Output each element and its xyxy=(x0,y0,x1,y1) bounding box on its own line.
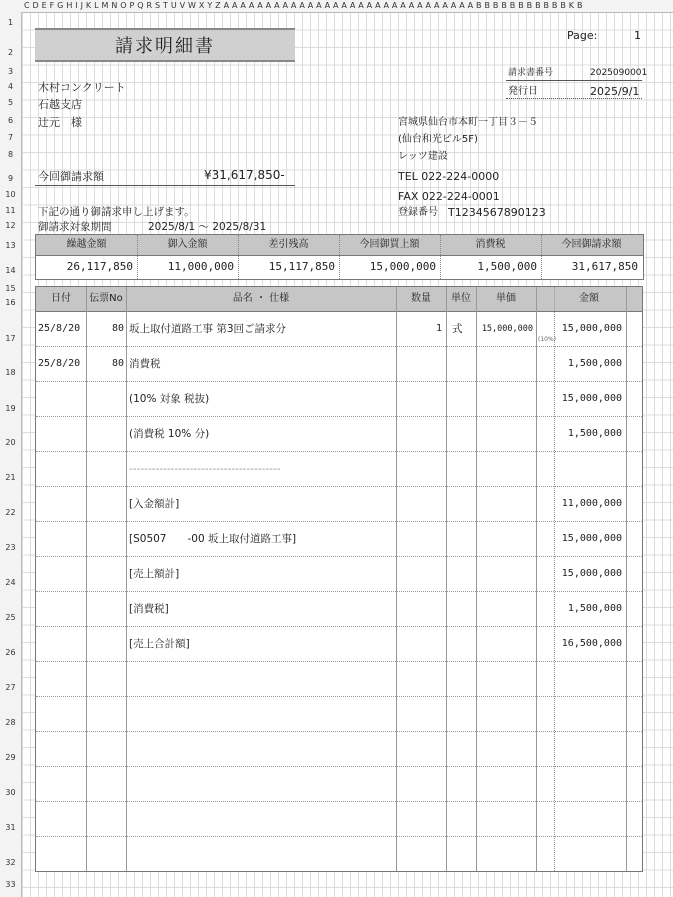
invoice-no-underline xyxy=(506,80,642,81)
customer-person: 辻元 様 xyxy=(38,116,82,129)
issuer-reg-no: T1234567890123 xyxy=(448,206,546,219)
period-value: 2025/8/1 ～ 2025/8/31 xyxy=(148,221,267,233)
row-line xyxy=(36,556,642,557)
row-qty[interactable]: 1 xyxy=(435,322,442,334)
summary-header-cell: 差引残高 xyxy=(268,239,309,250)
summary-header-cell: 今回御買上額 xyxy=(359,239,420,250)
row-number[interactable]: 19 xyxy=(5,404,16,413)
row-number[interactable]: 16 xyxy=(5,298,16,307)
row-number[interactable]: 31 xyxy=(5,823,16,832)
row-line xyxy=(36,381,642,382)
row-item[interactable]: [消費税] xyxy=(129,602,169,615)
customer-branch: 石越支店 xyxy=(38,98,82,111)
row-number[interactable]: 6 xyxy=(7,116,14,125)
row-number[interactable]: 17 xyxy=(5,334,16,343)
summary-header-cell: 消費税 xyxy=(475,239,506,250)
col-line xyxy=(126,287,127,871)
issuer-address1: 宮城県仙台市本町一丁目３－５ xyxy=(398,117,538,128)
summary-value-cell: 15,117,850 xyxy=(268,260,335,273)
row-amount[interactable]: 15,000,000 xyxy=(561,392,622,404)
row-item[interactable]: [売上合計額] xyxy=(129,637,190,650)
row-line xyxy=(36,416,642,417)
row-number[interactable]: 27 xyxy=(5,683,16,692)
row-item[interactable]: [入金額計] xyxy=(129,497,180,510)
row-amount[interactable]: 16,500,000 xyxy=(561,637,622,649)
row-number[interactable]: 11 xyxy=(5,206,16,215)
summary-value-cell: 26,117,850 xyxy=(66,260,133,273)
period-label: 御請求対象期間 xyxy=(38,221,112,233)
row-number[interactable]: 1 xyxy=(7,18,14,27)
issuer-name: レッツ建設 xyxy=(398,151,448,162)
row-number[interactable]: 10 xyxy=(5,190,16,199)
header-qty: 数量 xyxy=(411,293,431,304)
amount-value: ¥31,617,850- xyxy=(204,168,285,182)
col-line xyxy=(476,287,477,871)
row-line xyxy=(36,661,642,662)
row-item[interactable]: (10% 対象 税抜) xyxy=(129,392,210,405)
row-slip[interactable]: 80 xyxy=(111,322,124,334)
summary-col-line xyxy=(339,235,340,279)
row-number[interactable]: 23 xyxy=(5,543,16,552)
header-item: 品名 ・ 仕様 xyxy=(232,293,290,304)
header-date: 日付 xyxy=(51,293,71,304)
row-amount[interactable]: 1,500,000 xyxy=(567,602,622,614)
document-title-box xyxy=(35,28,295,62)
row-number[interactable]: 14 xyxy=(5,266,16,275)
row-line xyxy=(36,696,642,697)
row-number[interactable]: 3 xyxy=(7,67,14,76)
page-number: 1 xyxy=(634,29,641,42)
invoice-no-label: 請求書番号 xyxy=(508,68,554,78)
row-number[interactable]: 20 xyxy=(5,438,16,447)
row-item[interactable]: 坂上取付道路工事 第3回ご請求分 xyxy=(129,322,287,335)
summary-value-cell: 1,500,000 xyxy=(477,260,537,273)
summary-header-cell: 御入金額 xyxy=(167,239,208,250)
customer-company: 木村コンクリート xyxy=(38,81,126,94)
row-tax-note: (10%) xyxy=(538,336,557,343)
row-number[interactable]: 26 xyxy=(5,648,16,657)
header-amount: 金額 xyxy=(579,293,599,304)
summary-table xyxy=(35,234,644,280)
row-number[interactable]: 8 xyxy=(7,150,14,159)
issuer-address2: (仙台和光ビル5F) xyxy=(398,134,478,145)
page-label: Page: xyxy=(567,29,598,42)
row-line xyxy=(36,346,642,347)
amount-underline xyxy=(35,185,295,186)
row-price[interactable]: 15,000,000 xyxy=(481,323,533,334)
amount-label: 今回御請求額 xyxy=(38,170,104,183)
row-line xyxy=(36,766,642,767)
row-number[interactable]: 28 xyxy=(5,718,16,727)
issue-date: 2025/9/1 xyxy=(590,85,640,98)
issuer-tel: TEL 022-224-0000 xyxy=(398,170,500,183)
summary-col-line xyxy=(137,235,138,279)
row-date[interactable]: 25/8/20 xyxy=(38,322,81,334)
column-header-labels: C D E F G H I J K L M N O P Q R S T U V W X Y Z A A A A A A A A A A A A A A A A A A A A A A A A A A A A A A B B B B B B B B B B B K B xyxy=(24,1,583,10)
row-number[interactable]: 5 xyxy=(7,98,14,107)
row-line xyxy=(36,591,642,592)
row-number[interactable]: 32 xyxy=(5,858,16,867)
row-unit[interactable]: 式 xyxy=(452,322,463,335)
row-number[interactable]: 12 xyxy=(5,221,16,230)
row-line xyxy=(36,451,642,452)
row-line xyxy=(36,521,642,522)
row-number[interactable]: 25 xyxy=(5,613,16,622)
row-number[interactable]: 24 xyxy=(5,578,16,587)
header-price: 単価 xyxy=(496,293,516,304)
issue-date-underline xyxy=(506,98,642,99)
invoice-no: 2025090001 xyxy=(590,68,648,78)
col-line xyxy=(86,287,87,871)
notice-text: 下記の通り御請求申し上げます。 xyxy=(38,206,195,218)
summary-value-cell: 31,617,850 xyxy=(571,260,638,273)
row-item[interactable]: ---------------------------------------- xyxy=(129,462,281,475)
row-amount[interactable]: 1,500,000 xyxy=(567,357,622,369)
col-line xyxy=(536,287,537,871)
row-number[interactable]: 13 xyxy=(5,241,16,250)
row-number[interactable]: 15 xyxy=(5,284,16,293)
row-amount[interactable]: 1,500,000 xyxy=(567,427,622,439)
row-number[interactable]: 21 xyxy=(5,473,16,482)
row-number[interactable]: 18 xyxy=(5,368,16,377)
col-line xyxy=(626,287,627,871)
row-number[interactable]: 4 xyxy=(7,82,14,91)
row-slip[interactable]: 80 xyxy=(111,357,124,369)
summary-col-line xyxy=(541,235,542,279)
summary-value-cell: 11,000,000 xyxy=(167,260,234,273)
row-line xyxy=(36,836,642,837)
detail-table xyxy=(35,286,643,872)
row-item[interactable]: 消費税 xyxy=(129,357,161,370)
column-header-bar xyxy=(0,0,673,13)
summary-col-line xyxy=(440,235,441,279)
row-number[interactable]: 22 xyxy=(5,508,16,517)
row-item[interactable]: (消費税 10% 分) xyxy=(129,427,210,440)
row-number[interactable]: 9 xyxy=(7,174,14,183)
row-amount[interactable]: 11,000,000 xyxy=(561,497,622,509)
header-unit: 単位 xyxy=(451,293,471,304)
row-item[interactable]: [S0507 -00 坂上取付道路工事] xyxy=(129,532,297,545)
row-number[interactable]: 2 xyxy=(7,48,14,57)
issuer-fax: FAX 022-224-0001 xyxy=(398,190,500,203)
row-header-bar xyxy=(0,12,22,897)
row-amount[interactable]: 15,000,000 xyxy=(561,322,622,334)
row-line xyxy=(36,486,642,487)
row-line xyxy=(36,626,642,627)
col-line xyxy=(396,287,397,871)
row-line xyxy=(36,731,642,732)
issue-date-label: 発行日 xyxy=(508,86,538,97)
summary-col-line xyxy=(238,235,239,279)
summary-header-cell: 今回御請求額 xyxy=(561,239,622,250)
row-amount[interactable]: 15,000,000 xyxy=(561,532,622,544)
col-line xyxy=(554,287,555,871)
row-item[interactable]: [売上額計] xyxy=(129,567,180,580)
col-line xyxy=(446,287,447,871)
row-line xyxy=(36,801,642,802)
summary-header-cell: 繰越金額 xyxy=(66,239,107,250)
header-slip: 伝票No xyxy=(89,293,123,304)
row-number[interactable]: 33 xyxy=(5,880,16,889)
row-amount[interactable]: 15,000,000 xyxy=(561,567,622,579)
summary-value-cell: 15,000,000 xyxy=(369,260,436,273)
row-date[interactable]: 25/8/20 xyxy=(38,357,81,369)
row-number[interactable]: 30 xyxy=(5,788,16,797)
issuer-reg-label: 登録番号 xyxy=(398,207,438,218)
row-number[interactable]: 29 xyxy=(5,753,16,762)
row-number[interactable]: 7 xyxy=(7,133,14,142)
document-title: 請求明細書 xyxy=(115,36,215,57)
